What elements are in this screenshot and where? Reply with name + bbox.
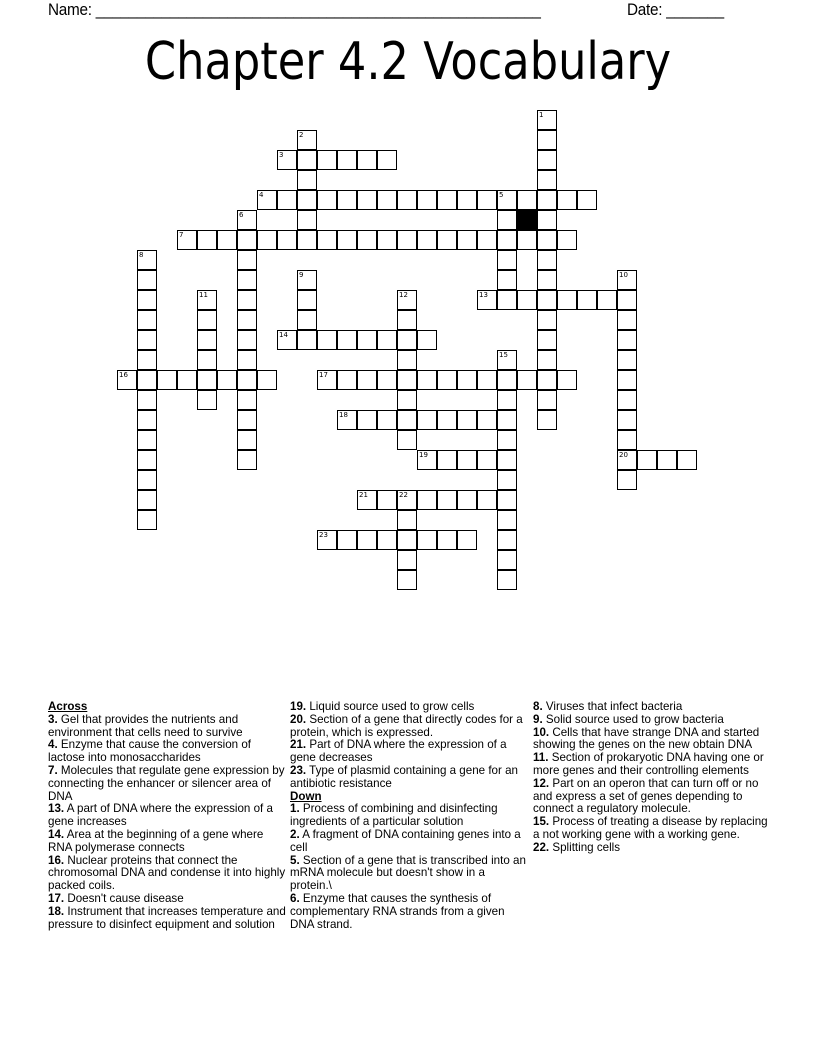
grid-cell[interactable] <box>537 370 557 390</box>
clue-number: 2. <box>290 827 300 841</box>
grid-cell[interactable] <box>237 230 257 250</box>
grid-cell[interactable] <box>237 430 257 450</box>
grid-cell[interactable] <box>457 450 477 470</box>
clue-down <box>533 778 771 816</box>
grid-cell[interactable] <box>137 370 157 390</box>
clue-number: 1 <box>539 111 544 119</box>
clue-text: Section of prokaryotic DNA having one or more genes and their controlling elements <box>533 751 764 777</box>
grid-cell[interactable] <box>137 390 157 410</box>
grid-cell[interactable] <box>377 530 397 550</box>
clue-number: 5 <box>499 191 504 199</box>
clue-down <box>533 842 771 855</box>
clue-text: Part on an operon that can turn off or no and express a set of genes depending to connect a regulatory molecule. <box>533 776 759 816</box>
grid-cell[interactable] <box>497 470 517 490</box>
grid-cell[interactable] <box>537 270 557 290</box>
clue-across <box>48 714 286 740</box>
grid-cell[interactable] <box>357 530 377 550</box>
grid-cell[interactable] <box>197 350 217 370</box>
grid-cell[interactable] <box>437 190 457 210</box>
grid-cell[interactable] <box>437 530 457 550</box>
clue-number: 11 <box>199 291 208 299</box>
clue-across <box>290 739 528 765</box>
grid-cell[interactable] <box>377 190 397 210</box>
clue-number: 9 <box>299 271 304 279</box>
grid-cell[interactable] <box>637 450 657 470</box>
grid-cell[interactable] <box>297 310 317 330</box>
grid-cell[interactable] <box>497 290 517 310</box>
grid-cell[interactable] <box>397 490 417 510</box>
clue-number: 13. <box>48 802 65 816</box>
clue-number: 13 <box>479 291 488 299</box>
grid-cell[interactable] <box>417 330 437 350</box>
clue-across <box>48 803 286 829</box>
grid-cell[interactable] <box>617 430 637 450</box>
grid-cell[interactable] <box>617 370 637 390</box>
clue-number: 15. <box>533 815 550 829</box>
grid-cell[interactable] <box>657 450 677 470</box>
grid-cell[interactable] <box>557 190 577 210</box>
clue-number: 9. <box>533 712 543 726</box>
grid-cell[interactable] <box>437 230 457 250</box>
clue-text: Enzyme that causes the synthesis of complementary RNA strands from a given DNA strand. <box>290 891 505 931</box>
grid-cell[interactable] <box>317 230 337 250</box>
clue-text: Viruses that infect bacteria <box>545 700 683 713</box>
clue-number: 19 <box>419 451 428 459</box>
clue-number: 1. <box>290 802 300 816</box>
grid-cell[interactable] <box>497 250 517 270</box>
grid-cell[interactable] <box>357 370 377 390</box>
grid-cell[interactable] <box>277 230 297 250</box>
clue-number: 10. <box>533 725 550 739</box>
grid-cell[interactable] <box>497 430 517 450</box>
grid-cell[interactable] <box>537 130 557 150</box>
grid-cell[interactable] <box>137 510 157 530</box>
grid-cell[interactable] <box>557 290 577 310</box>
name-field[interactable]: Name: ______________________________________________________ <box>48 0 541 19</box>
grid-cell[interactable] <box>377 370 397 390</box>
grid-cell[interactable] <box>417 190 437 210</box>
grid-cell[interactable] <box>397 570 417 590</box>
grid-cell[interactable] <box>397 190 417 210</box>
clue-down <box>290 893 528 931</box>
grid-cell[interactable] <box>297 130 317 150</box>
grid-cell[interactable] <box>317 330 337 350</box>
grid-cell[interactable] <box>617 330 637 350</box>
clue-number: 17 <box>319 371 328 379</box>
grid-cell[interactable] <box>337 190 357 210</box>
grid-cell[interactable] <box>417 450 437 470</box>
grid-cell[interactable] <box>297 170 317 190</box>
clue-number: 14 <box>279 331 288 339</box>
grid-cell[interactable] <box>237 270 257 290</box>
grid-cell[interactable] <box>437 490 457 510</box>
clue-list-across-a <box>48 714 286 932</box>
clue-across <box>48 765 286 803</box>
grid-cell[interactable] <box>537 230 557 250</box>
clue-text: Area at the beginning of a gene where RNA polymerase connects <box>48 827 264 854</box>
clue-text: Section of a gene that is transcribed into an mRNA molecule but doesn't show in a protein.\ <box>290 853 526 893</box>
clue-number: 22 <box>399 491 408 499</box>
grid-cell[interactable] <box>417 370 437 390</box>
grid-cell[interactable] <box>417 410 437 430</box>
grid-cell[interactable] <box>497 190 517 210</box>
clue-across <box>290 765 528 791</box>
grid-cell[interactable] <box>497 530 517 550</box>
grid-cell[interactable] <box>537 110 557 130</box>
grid-cell[interactable] <box>237 210 257 230</box>
grid-cell[interactable] <box>597 290 617 310</box>
grid-cell[interactable] <box>237 450 257 470</box>
grid-cell[interactable] <box>137 250 157 270</box>
grid-cell[interactable] <box>437 410 457 430</box>
clue-number: 3. <box>48 712 58 726</box>
grid-cell[interactable] <box>197 330 217 350</box>
clue-number: 5. <box>290 853 300 867</box>
grid-cell[interactable] <box>397 310 417 330</box>
clue-number: 22. <box>533 840 550 854</box>
grid-cell[interactable] <box>617 450 637 470</box>
grid-cell[interactable] <box>517 190 537 210</box>
grid-cell[interactable] <box>177 230 197 250</box>
grid-cell[interactable] <box>317 150 337 170</box>
clue-list-down-b <box>533 701 771 855</box>
grid-cell[interactable] <box>417 530 437 550</box>
grid-cell[interactable] <box>497 510 517 530</box>
grid-cell[interactable] <box>297 210 317 230</box>
grid-cell[interactable] <box>477 410 497 430</box>
grid-cell[interactable] <box>477 370 497 390</box>
clue-across <box>48 829 286 855</box>
clue-text: Process of treating a disease by replacing a not working gene with a working gene. <box>533 815 768 841</box>
grid-cell[interactable] <box>457 190 477 210</box>
grid-cell[interactable] <box>257 190 277 210</box>
clue-number: 23 <box>319 531 328 539</box>
grid-cell[interactable] <box>197 310 217 330</box>
clues-column-3 <box>533 701 771 855</box>
grid-cell[interactable] <box>537 170 557 190</box>
grid-cell[interactable] <box>397 530 417 550</box>
grid-cell[interactable] <box>497 450 517 470</box>
grid-cell[interactable] <box>517 290 537 310</box>
grid-cell[interactable] <box>137 490 157 510</box>
clue-number: 7. <box>48 763 58 777</box>
across-heading: Across <box>48 700 88 713</box>
clue-number: 16 <box>119 371 128 379</box>
clue-number: 21 <box>359 491 368 499</box>
grid-cell[interactable] <box>437 450 457 470</box>
clue-text: Process of combining and disinfecting ingredients of a particular solution <box>290 802 498 829</box>
grid-cell[interactable] <box>497 570 517 590</box>
grid-cell[interactable] <box>297 150 317 170</box>
grid-cell[interactable] <box>397 410 417 430</box>
grid-cell[interactable] <box>457 410 477 430</box>
grid-cell[interactable] <box>557 370 577 390</box>
grid-cell[interactable] <box>237 330 257 350</box>
grid-cell[interactable] <box>497 410 517 430</box>
clue-text: Type of plasmid containing a gene for an antibiotic resistance <box>290 763 518 790</box>
grid-cell[interactable] <box>537 210 557 230</box>
grid-cell[interactable] <box>337 330 357 350</box>
grid-cell[interactable] <box>297 270 317 290</box>
grid-cell[interactable] <box>437 370 457 390</box>
grid-cell[interactable] <box>457 490 477 510</box>
grid-cell[interactable] <box>397 350 417 370</box>
grid-cell[interactable] <box>137 470 157 490</box>
grid-cell[interactable] <box>237 410 257 430</box>
clue-number: 14. <box>48 827 65 841</box>
grid-cell[interactable] <box>197 230 217 250</box>
grid-cell[interactable] <box>277 330 297 350</box>
clue-number: 16. <box>48 853 65 867</box>
clue-text: Part of DNA where the expression of a gene decreases <box>290 738 507 765</box>
clue-text: Cells that have strange DNA and started showing the genes on the new obtain DNA <box>533 725 760 752</box>
clue-text: Splitting cells <box>552 840 621 854</box>
clue-list-down-a <box>290 803 528 931</box>
clue-text: Molecules that regulate gene expression by connecting the enhancer or silencer area of DNA <box>48 763 285 803</box>
grid-cell[interactable] <box>577 290 597 310</box>
grid-cell[interactable] <box>397 230 417 250</box>
grid-cell[interactable] <box>357 190 377 210</box>
grid-cell[interactable] <box>497 270 517 290</box>
grid-cell[interactable] <box>357 490 377 510</box>
clue-down <box>533 727 771 753</box>
grid-cell[interactable] <box>337 150 357 170</box>
grid-cell[interactable] <box>137 330 157 350</box>
clue-text: Instrument that increases temperature and pressure to disinfect equipment and solution <box>48 904 286 931</box>
grid-cell[interactable] <box>497 210 517 230</box>
grid-cell[interactable] <box>537 330 557 350</box>
grid-cell[interactable] <box>537 390 557 410</box>
grid-cell[interactable] <box>217 230 237 250</box>
grid-cell[interactable] <box>137 270 157 290</box>
clue-text: Enzyme that cause the conversion of lactose into monosaccharides <box>48 738 252 765</box>
clue-down <box>290 855 528 893</box>
grid-cell[interactable] <box>377 150 397 170</box>
clue-text: Nuclear proteins that connect the chromosomal DNA and condense it into highly packed coils. <box>48 853 286 893</box>
grid-cell[interactable] <box>297 290 317 310</box>
clue-down <box>290 829 528 855</box>
clue-number: 17. <box>48 891 65 905</box>
clue-number: 4. <box>48 738 58 752</box>
grid-cell[interactable] <box>377 330 397 350</box>
grid-cell[interactable] <box>397 330 417 350</box>
grid-cell[interactable] <box>317 530 337 550</box>
grid-cell[interactable] <box>197 290 217 310</box>
grid-cell[interactable] <box>177 370 197 390</box>
grid-cell[interactable] <box>497 370 517 390</box>
clue-number: 11. <box>533 751 549 765</box>
grid-cell[interactable] <box>357 330 377 350</box>
clue-number: 20. <box>290 712 307 726</box>
date-field[interactable]: Date: _______ <box>627 0 724 19</box>
grid-cell[interactable] <box>377 410 397 430</box>
grid-cell[interactable] <box>617 390 637 410</box>
grid-cell[interactable] <box>237 370 257 390</box>
clue-number: 3 <box>279 151 284 159</box>
grid-cell[interactable] <box>477 290 497 310</box>
grid-cell[interactable] <box>497 490 517 510</box>
clue-across <box>48 906 286 932</box>
grid-cell[interactable] <box>517 230 537 250</box>
grid-cell[interactable] <box>237 250 257 270</box>
grid-cell[interactable] <box>397 430 417 450</box>
clue-number: 19. <box>290 700 307 713</box>
grid-cell[interactable] <box>537 190 557 210</box>
grid-cell[interactable] <box>357 150 377 170</box>
grid-cell[interactable] <box>297 230 317 250</box>
grid-cell[interactable] <box>477 230 497 250</box>
clue-text: A part of DNA where the expression of a gene increases <box>48 802 273 829</box>
grid-cell[interactable] <box>537 410 557 430</box>
clue-number: 8 <box>139 251 144 259</box>
grid-cell[interactable] <box>257 230 277 250</box>
clue-number: 23. <box>290 763 307 777</box>
clue-across <box>48 855 286 893</box>
grid-cell[interactable] <box>417 230 437 250</box>
grid-cell[interactable] <box>317 190 337 210</box>
grid-cell[interactable] <box>237 350 257 370</box>
grid-cell[interactable] <box>537 310 557 330</box>
grid-cell[interactable] <box>537 290 557 310</box>
grid-cell[interactable] <box>377 230 397 250</box>
clue-number: 6. <box>290 891 300 905</box>
grid-cell[interactable] <box>617 290 637 310</box>
grid-cell[interactable] <box>137 310 157 330</box>
grid-cell[interactable] <box>617 270 637 290</box>
clue-list-across-b <box>290 701 528 791</box>
blocked-cell <box>517 210 537 230</box>
page-title: Chapter 4.2 Vocabulary <box>144 32 672 92</box>
clue-number: 20 <box>619 451 628 459</box>
grid-cell[interactable] <box>617 410 637 430</box>
grid-cell[interactable] <box>557 230 577 250</box>
grid-cell[interactable] <box>477 450 497 470</box>
grid-cell[interactable] <box>617 350 637 370</box>
grid-cell[interactable] <box>537 350 557 370</box>
grid-cell[interactable] <box>497 230 517 250</box>
grid-cell[interactable] <box>497 390 517 410</box>
grid-cell[interactable] <box>397 390 417 410</box>
grid-cell[interactable] <box>137 350 157 370</box>
clue-number: 18 <box>339 411 348 419</box>
grid-cell[interactable] <box>277 150 297 170</box>
clue-text: Solid source used to grow bacteria <box>545 712 724 726</box>
grid-cell[interactable] <box>337 530 357 550</box>
clue-number: 10 <box>619 271 628 279</box>
grid-cell[interactable] <box>337 230 357 250</box>
grid-cell[interactable] <box>477 490 497 510</box>
grid-cell[interactable] <box>137 290 157 310</box>
grid-cell[interactable] <box>237 390 257 410</box>
clue-number: 12 <box>399 291 408 299</box>
grid-cell[interactable] <box>337 410 357 430</box>
grid-cell[interactable] <box>617 470 637 490</box>
clue-across <box>48 739 286 765</box>
grid-cell[interactable] <box>357 410 377 430</box>
clue-number: 12. <box>533 776 550 790</box>
clue-text: Liquid source used to grow cells <box>309 700 475 713</box>
clue-number: 4 <box>259 191 264 199</box>
grid-cell[interactable] <box>677 450 697 470</box>
clue-number: 7 <box>179 231 184 239</box>
grid-cell[interactable] <box>517 370 537 390</box>
grid-cell[interactable] <box>317 370 337 390</box>
grid-cell[interactable] <box>397 290 417 310</box>
clue-number: 21. <box>290 738 307 752</box>
grid-cell[interactable] <box>137 450 157 470</box>
clue-number: 18. <box>48 904 65 918</box>
down-heading: Down <box>290 789 322 803</box>
clue-text: Doesn't cause disease <box>67 891 184 905</box>
grid-cell[interactable] <box>197 370 217 390</box>
clues-column-1 <box>48 701 286 931</box>
grid-cell[interactable] <box>237 310 257 330</box>
grid-cell[interactable] <box>137 410 157 430</box>
grid-cell[interactable] <box>377 490 397 510</box>
clue-text: A fragment of DNA containing genes into a cell <box>290 827 521 854</box>
grid-cell[interactable] <box>497 550 517 570</box>
clue-across <box>290 714 528 740</box>
grid-cell[interactable] <box>497 350 517 370</box>
grid-cell[interactable] <box>477 190 497 210</box>
grid-cell[interactable] <box>277 190 297 210</box>
grid-cell[interactable] <box>297 330 317 350</box>
grid-cell[interactable] <box>457 530 477 550</box>
clues-column-2 <box>290 701 528 931</box>
clue-down <box>533 816 771 842</box>
clue-text: Section of a gene that directly codes for a protein, which is expressed. <box>290 712 523 739</box>
clue-number: 15 <box>499 351 508 359</box>
grid-cell[interactable] <box>117 370 137 390</box>
grid-cell[interactable] <box>397 510 417 530</box>
clue-number: 6 <box>239 211 244 219</box>
clue-text: Gel that provides the nutrients and environment that cells need to survive <box>48 712 243 739</box>
grid-cell[interactable] <box>617 310 637 330</box>
grid-cell[interactable] <box>397 370 417 390</box>
grid-cell[interactable] <box>457 230 477 250</box>
clue-number: 8. <box>533 700 543 713</box>
grid-cell[interactable] <box>337 370 357 390</box>
grid-cell[interactable] <box>137 430 157 450</box>
grid-cell[interactable] <box>417 490 437 510</box>
grid-cell[interactable] <box>577 190 597 210</box>
grid-cell[interactable] <box>457 370 477 390</box>
grid-cell[interactable] <box>217 370 237 390</box>
clue-down <box>290 803 528 829</box>
clue-down <box>533 752 771 778</box>
grid-cell[interactable] <box>197 390 217 410</box>
grid-cell[interactable] <box>357 230 377 250</box>
grid-cell[interactable] <box>397 550 417 570</box>
grid-cell[interactable] <box>237 290 257 310</box>
clue-number: 2 <box>299 131 304 139</box>
grid-cell[interactable] <box>157 370 177 390</box>
grid-cell[interactable] <box>537 150 557 170</box>
grid-cell[interactable] <box>297 190 317 210</box>
grid-cell[interactable] <box>537 250 557 270</box>
grid-cell[interactable] <box>257 370 277 390</box>
